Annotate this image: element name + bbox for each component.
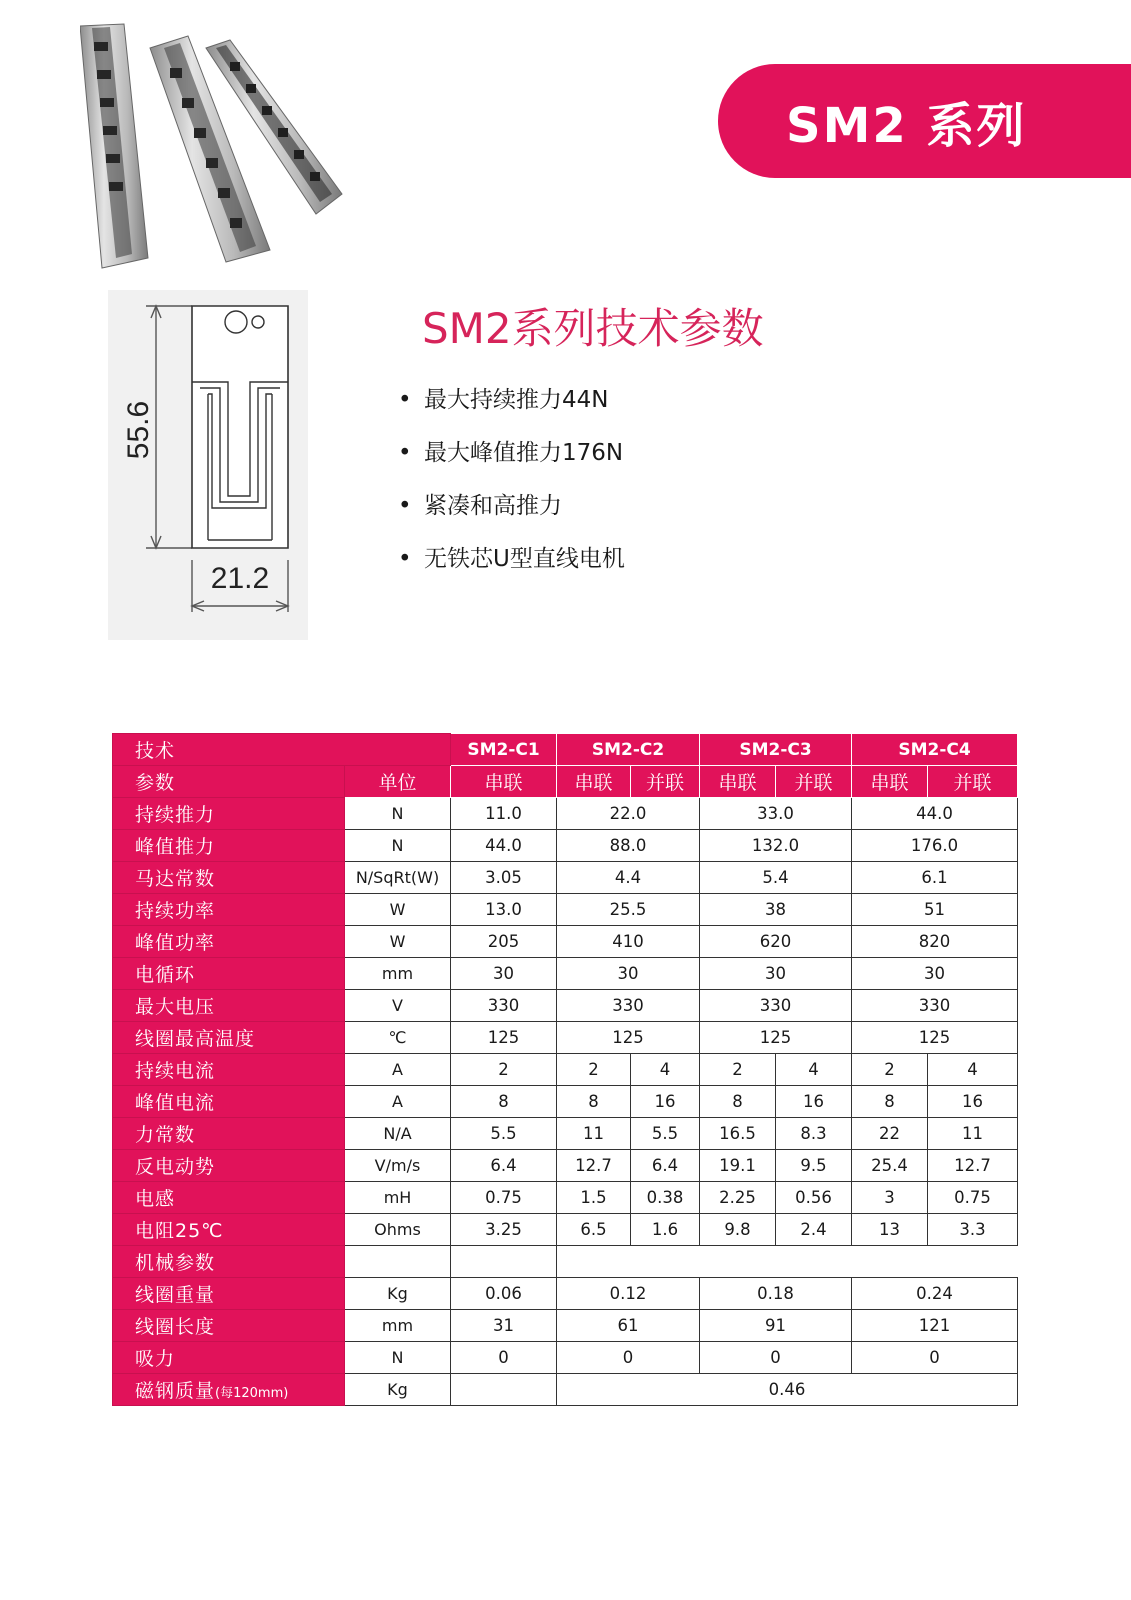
value-cell: 11.0: [451, 798, 557, 830]
row-label: 最大电压: [113, 990, 345, 1022]
wiring-header: 串联: [700, 766, 776, 798]
unit-cell: V/m/s: [345, 1150, 451, 1182]
product-photo: [80, 18, 350, 280]
value-cell: 330: [451, 990, 557, 1022]
value-cell: 61: [557, 1310, 700, 1342]
value-cell: 820: [852, 926, 1018, 958]
unit-cell: mm: [345, 1310, 451, 1342]
value-cell: 4: [776, 1054, 852, 1086]
header-row-wiring: [113, 766, 1018, 798]
value-cell: 330: [700, 990, 852, 1022]
feature-item: • 最大持续推力44N: [398, 387, 609, 413]
value-cell: 0.24: [852, 1278, 1018, 1310]
table-row: [113, 1278, 1018, 1310]
spec-title: SM2系列技术参数: [422, 304, 764, 353]
table-row: [113, 1022, 1018, 1054]
value-cell: 0.06: [451, 1278, 557, 1310]
value-cell: 176.0: [852, 830, 1018, 862]
value-cell: 8: [852, 1086, 928, 1118]
value-cell: 16: [928, 1086, 1018, 1118]
unit-cell: mH: [345, 1182, 451, 1214]
table-row: [113, 1342, 1018, 1374]
value-cell: 2.25: [700, 1182, 776, 1214]
value-cell: 8: [557, 1086, 631, 1118]
value-cell: 5.4: [700, 862, 852, 894]
value-cell: 2: [451, 1054, 557, 1086]
value-cell: 125: [852, 1022, 1018, 1054]
value-cell: 6.1: [852, 862, 1018, 894]
series-badge-text: SM2 系列: [786, 97, 1027, 154]
table-row: [113, 1214, 1018, 1246]
value-cell: 330: [852, 990, 1018, 1022]
value-cell: 3.3: [928, 1214, 1018, 1246]
value-cell: 13.0: [451, 894, 557, 926]
value-cell: 1.5: [557, 1182, 631, 1214]
table-row: [113, 1054, 1018, 1086]
value-cell: 19.1: [700, 1150, 776, 1182]
value-cell: 25.5: [557, 894, 700, 926]
unit-cell: Kg: [345, 1374, 451, 1406]
table-row: [113, 798, 1018, 830]
value-cell: 125: [557, 1022, 700, 1054]
mech-section-label: 机械参数: [113, 1246, 345, 1278]
wiring-header: 并联: [776, 766, 852, 798]
header-unit: 单位: [345, 766, 451, 798]
table-row: [113, 958, 1018, 990]
header-param: 参数: [113, 766, 345, 798]
value-cell: 8.3: [776, 1118, 852, 1150]
table-row: [113, 862, 1018, 894]
value-cell: [557, 1246, 1018, 1278]
wiring-header: 串联: [852, 766, 928, 798]
value-cell: 0: [557, 1342, 700, 1374]
value-cell: 33.0: [700, 798, 852, 830]
value-cell: 2.4: [776, 1214, 852, 1246]
value-cell: 11: [557, 1118, 631, 1150]
value-cell: 205: [451, 926, 557, 958]
feature-list: [398, 383, 625, 595]
table-row: [113, 1118, 1018, 1150]
value-cell: 25.4: [852, 1150, 928, 1182]
feature-item: • 无铁芯U型直线电机: [398, 546, 625, 572]
height-dimension: 55.6: [122, 400, 155, 460]
value-cell: 6.4: [451, 1150, 557, 1182]
unit-cell: N/A: [345, 1118, 451, 1150]
wiring-header: 串联: [451, 766, 557, 798]
row-label: 峰值推力: [113, 830, 345, 862]
value-cell: 6.4: [631, 1150, 700, 1182]
value-cell: 30: [451, 958, 557, 990]
value-cell: 6.5: [557, 1214, 631, 1246]
wiring-header: 并联: [631, 766, 700, 798]
value-cell: 125: [700, 1022, 852, 1054]
value-cell: 4: [928, 1054, 1018, 1086]
value-cell: 16: [776, 1086, 852, 1118]
value-cell: 91: [700, 1310, 852, 1342]
value-cell: 16: [631, 1086, 700, 1118]
value-cell: 121: [852, 1310, 1018, 1342]
value-cell: 9.8: [700, 1214, 776, 1246]
unit-cell: W: [345, 894, 451, 926]
row-label: 线圈最高温度: [113, 1022, 345, 1054]
row-label: 吸力: [113, 1342, 345, 1374]
value-cell: 8: [451, 1086, 557, 1118]
table-row: [113, 894, 1018, 926]
value-cell: 410: [557, 926, 700, 958]
value-cell: 30: [852, 958, 1018, 990]
table-row: [113, 1182, 1018, 1214]
model-header: SM2-C4: [852, 734, 1018, 766]
value-cell: 5.5: [631, 1118, 700, 1150]
row-label: 线圈重量: [113, 1278, 345, 1310]
value-cell: 0.38: [631, 1182, 700, 1214]
model-header: SM2-C3: [700, 734, 852, 766]
row-label: 峰值电流: [113, 1086, 345, 1118]
value-cell: [345, 1246, 451, 1278]
value-cell: 22.0: [557, 798, 700, 830]
unit-cell: Kg: [345, 1278, 451, 1310]
header-tech: 技术: [113, 734, 451, 766]
value-cell: 9.5: [776, 1150, 852, 1182]
table-row: [113, 1374, 1018, 1406]
value-cell: 4: [631, 1054, 700, 1086]
table-row: [113, 830, 1018, 862]
value-cell: 8: [700, 1086, 776, 1118]
value-cell: 3.25: [451, 1214, 557, 1246]
value-cell: 0.56: [776, 1182, 852, 1214]
row-label: 持续推力: [113, 798, 345, 830]
value-cell: 330: [557, 990, 700, 1022]
value-cell: 0.75: [928, 1182, 1018, 1214]
row-label: 力常数: [113, 1118, 345, 1150]
table-row: [113, 990, 1018, 1022]
value-cell: 12.7: [557, 1150, 631, 1182]
value-cell: 620: [700, 926, 852, 958]
value-cell: [451, 1246, 557, 1278]
value-cell: 0: [700, 1342, 852, 1374]
unit-cell: N: [345, 798, 451, 830]
row-label: 电循环: [113, 958, 345, 990]
unit-cell: mm: [345, 958, 451, 990]
table-row: [113, 1086, 1018, 1118]
unit-cell: Ohms: [345, 1214, 451, 1246]
feature-item: • 最大峰值推力176N: [398, 440, 624, 466]
value-cell: 11: [928, 1118, 1018, 1150]
unit-cell: A: [345, 1086, 451, 1118]
unit-cell: A: [345, 1054, 451, 1086]
feature-item: • 紧凑和高推力: [398, 493, 562, 519]
value-cell: 0.12: [557, 1278, 700, 1310]
value-cell: 51: [852, 894, 1018, 926]
row-label: 线圈长度: [113, 1310, 345, 1342]
value-cell: 30: [700, 958, 852, 990]
value-cell: 31: [451, 1310, 557, 1342]
value-cell: 16.5: [700, 1118, 776, 1150]
header-row-models: [113, 734, 1018, 766]
value-cell: 44.0: [451, 830, 557, 862]
value-cell: 0: [451, 1342, 557, 1374]
unit-cell: W: [345, 926, 451, 958]
row-label: 持续电流: [113, 1054, 345, 1086]
row-label: 电感: [113, 1182, 345, 1214]
table-row: [113, 1150, 1018, 1182]
unit-cell: N: [345, 830, 451, 862]
row-label: 持续功率: [113, 894, 345, 926]
value-cell: 88.0: [557, 830, 700, 862]
value-cell: 4.4: [557, 862, 700, 894]
value-cell: 0.46: [557, 1374, 1018, 1406]
value-cell: 3: [852, 1182, 928, 1214]
width-dimension: 21.2: [210, 562, 270, 595]
value-cell: 13: [852, 1214, 928, 1246]
row-label: 马达常数: [113, 862, 345, 894]
spec-table: [112, 733, 1018, 1406]
value-cell: 2: [700, 1054, 776, 1086]
value-cell: 30: [557, 958, 700, 990]
model-header: SM2-C1: [451, 734, 557, 766]
table-row: [113, 1310, 1018, 1342]
model-header: SM2-C2: [557, 734, 700, 766]
unit-cell: ℃: [345, 1022, 451, 1054]
magnet-row-label: 磁钢质量(每120mm): [113, 1374, 345, 1406]
value-cell: 0.18: [700, 1278, 852, 1310]
unit-cell: V: [345, 990, 451, 1022]
value-cell: 22: [852, 1118, 928, 1150]
section-row: [113, 1246, 1018, 1278]
value-cell: 44.0: [852, 798, 1018, 830]
value-cell: 38: [700, 894, 852, 926]
value-cell: 12.7: [928, 1150, 1018, 1182]
value-cell: 0.75: [451, 1182, 557, 1214]
row-label: 峰值功率: [113, 926, 345, 958]
value-cell: 132.0: [700, 830, 852, 862]
value-cell: 3.05: [451, 862, 557, 894]
value-cell: [451, 1374, 557, 1406]
unit-cell: N: [345, 1342, 451, 1374]
dimension-drawing: [108, 290, 308, 640]
wiring-header: 并联: [928, 766, 1018, 798]
series-badge: [718, 64, 1131, 178]
unit-cell: N/SqRt(W): [345, 862, 451, 894]
table-row: [113, 926, 1018, 958]
value-cell: 125: [451, 1022, 557, 1054]
value-cell: 0: [852, 1342, 1018, 1374]
value-cell: 1.6: [631, 1214, 700, 1246]
value-cell: 2: [852, 1054, 928, 1086]
row-label: 反电动势: [113, 1150, 345, 1182]
row-label: 电阻25℃: [113, 1214, 345, 1246]
value-cell: 5.5: [451, 1118, 557, 1150]
wiring-header: 串联: [557, 766, 631, 798]
value-cell: 2: [557, 1054, 631, 1086]
